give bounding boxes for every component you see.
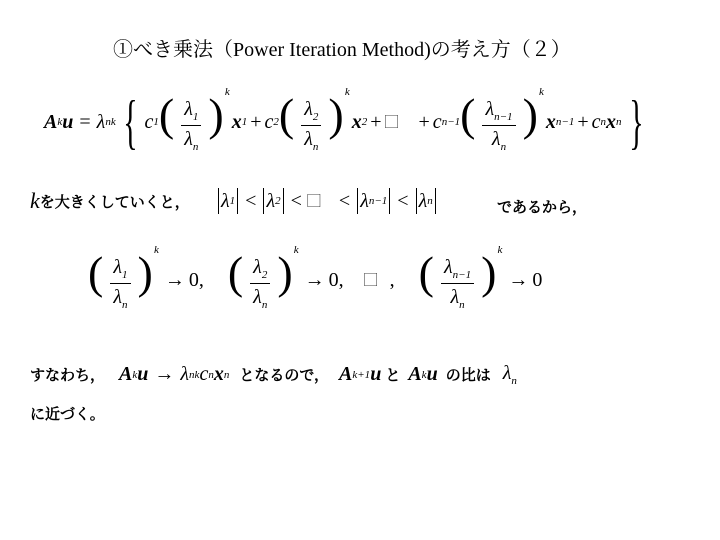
sub: n [122,298,128,311]
approaches-text: に近づく。 [30,405,105,423]
ratio-1-paren: ( $\frac{\lambda_1}{\lambda_n}$ ) k [158,86,230,153]
sub-n: n [616,116,622,129]
vec-x1: x [231,110,242,133]
plus: + [577,110,589,133]
coef-cn1: c [432,110,442,133]
sub-1: 1 [241,116,248,129]
power-k [408,363,437,386]
var-u: u [62,110,74,133]
ratio-text: の比は [445,366,491,384]
main-equation [44,86,650,156]
vec-x2: x [351,110,362,133]
sup-k: k [132,368,138,381]
sub-n: n [208,368,214,381]
plus: + [418,110,430,133]
sub: 1 [122,268,128,281]
sup-k1: k+1 [352,368,371,381]
that-is-text: すなわち， [30,366,106,384]
var-u: u [137,363,149,385]
arrow: → [164,268,185,291]
zero-comma: 0, [328,268,344,291]
lambda: λ [113,255,122,278]
sub: 2 [261,268,268,281]
sub-n1: n−1 [441,116,461,129]
sup-k: k [57,116,63,129]
sub-n: n [600,116,606,129]
vec-xn1: x [545,110,556,133]
lambda-n: λ [418,189,428,212]
right-brace: } [628,89,644,156]
sup-k: k [344,86,350,98]
lambda: λ [502,362,512,384]
lambda: λ [450,285,460,308]
sub-1: 1 [229,195,236,207]
power-k1 [339,363,381,386]
var-k: k [30,188,40,213]
coef-c1: c [144,110,154,133]
lambda: λ [253,255,262,278]
sup-k: k [421,368,427,381]
ratio-2-paren: ( $\frac{\lambda_2}{\lambda_n}$ ) k [278,86,350,153]
sub-n1: n−1 [555,116,575,129]
condition-line [30,188,190,214]
page-title: ①べき乗法（Power Iteration Method)の考え方（２） [113,39,571,61]
conclusion-line [30,362,517,387]
sup-k: k [224,86,230,98]
sup-k: k [110,116,116,129]
lambda: λ [184,97,193,120]
inequality-chain [216,188,438,214]
plus: + [370,110,382,133]
lambda: λ [253,285,262,308]
sub: n [500,140,507,153]
sub-1: 1 [153,116,159,129]
less-than: < [245,189,257,212]
ellipsis-glyph: ⃞ [384,115,399,132]
sub-n: n [189,368,195,381]
lambda: λ [443,255,453,278]
lambda: λ [184,127,193,150]
lambda: λ [485,97,495,120]
var-u: u [370,363,382,385]
lambda-2: λ [266,189,276,212]
sub-n1: n−1 [368,195,388,207]
sub-2: 2 [273,116,279,129]
var-A: A [44,110,58,133]
lambda: λ [304,127,313,150]
left-brace: { [122,89,138,156]
coef-cn: c [199,363,209,385]
arrow: → [154,363,175,385]
sub-n: n [427,195,433,207]
sup-k: k [497,244,503,256]
sub-n: n [511,375,517,387]
sub-n: n [105,116,111,129]
lambda-n: λ [96,110,106,133]
lambda: λ [491,127,501,150]
less-than: < [290,189,302,212]
ellipsis-glyph: ⃞ [306,194,321,210]
sup-k: k [539,86,544,98]
var-A: A [339,363,353,385]
zero: 0 [532,268,543,291]
sub-2: 2 [275,195,281,207]
var-u: u [426,363,438,385]
therefore-text: であるから， [497,198,588,216]
limit-1-paren: ( $\frac{\lambda_1}{\lambda_n}$ ) k [88,244,159,311]
coef-c2: c [264,110,274,133]
because-text: となるので， [239,366,330,384]
plus: + [250,110,262,133]
comma: , [389,268,395,291]
lambda-1: λ [221,189,230,212]
ratio-n1-paren: ( $\frac{\lambda_{n-1}}{\lambda_n}$ ) k [460,86,544,153]
sub: n [192,140,199,153]
sup-k: k [153,244,159,256]
lambda-n-final [503,362,517,387]
limit-n1-paren: ( $\frac{\lambda_{n-1}}{\lambda_n}$ ) k [418,244,503,311]
limit-2-paren: ( $\frac{\lambda_2}{\lambda_n}$ ) k [227,244,299,311]
var-A: A [408,363,422,385]
sub: n−1 [452,268,472,281]
and-text: と [385,366,401,384]
sub: n [261,298,268,311]
sub-n: n [223,368,230,381]
sub: n [312,140,319,153]
lambda: λ [304,97,313,120]
sub: 1 [192,110,199,123]
var-A: A [119,363,133,385]
sub: 2 [312,110,319,123]
sup-k: k [194,368,200,381]
zero-comma: 0, [188,268,204,291]
equals-sign: = [79,110,91,133]
sub: n [459,298,465,311]
coef-cn: c [591,110,601,133]
limits-line [88,244,543,311]
vec-xn: x [213,363,224,385]
lambda: λ [113,285,122,308]
ellipsis-glyph: ⃞ [363,273,378,290]
vec-xn: x [606,110,616,133]
less-than: < [338,189,351,212]
less-than: < [397,189,409,212]
arrow: → [508,268,529,291]
sub-2: 2 [361,116,368,129]
arrow: → [304,268,325,291]
lambda-n1: λ [360,189,369,212]
lambda-n: λ [180,363,190,385]
limit-expression [119,363,229,386]
sup-k: k [293,244,299,256]
sub: n−1 [494,110,513,123]
growing-text: を大きくしていくと， [39,192,190,211]
